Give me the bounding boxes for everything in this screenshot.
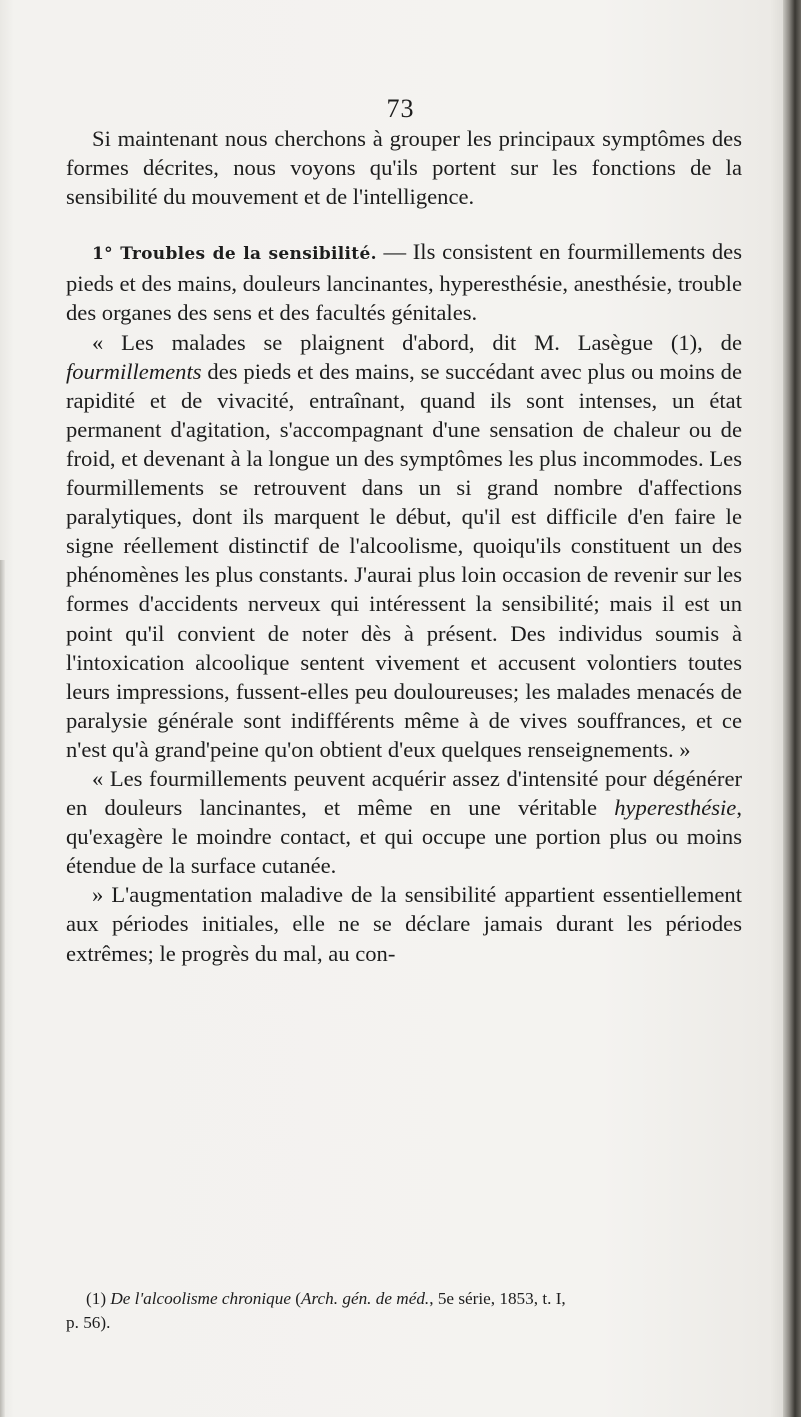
paragraph-intro: Si maintenant nous cherchons à grouper les principaux symptômes des formes décrites, nous voyons qu'ils portent sur les fonctions de la sensibilité du mouvement et de l'intelligence. [66, 126, 742, 210]
hyper-text-rest: , qu'exagère le moindre contact, et qui occupe une portion plus ou moins étendue de la surface cutanée. [66, 795, 742, 879]
hyper-text-start: « Les fourmillements peuvent acquérir assez d'intensité pour dégénérer en douleurs lancinantes, et même en une véritable [66, 765, 742, 821]
footnote-title: De l'alcoolisme chronique [110, 1289, 291, 1308]
section-body: — Ils consistent en fourmillements des pieds et des mains, douleurs lancinantes, hyperesthésie, anesthésie, trouble des organes des sens et des facultés génitales. [66, 239, 742, 326]
footnote-line-1 [86, 1287, 742, 1311]
paragraph-augmentation: » L'augmentation maladive de la sensibilité appartient essentiellement aux périodes initiales, elle ne se déclare jamais durant les périodes extrêmes; le progrès du mal, au con- [66, 882, 742, 966]
page-number: 73 [386, 94, 415, 123]
paragraph-hyperesthesie [66, 764, 742, 880]
book-spine-edge [783, 0, 801, 1417]
paragraph-quote-lasegue [66, 328, 742, 764]
footnote-details: , 5e série, 1853, t. I, [429, 1289, 566, 1308]
quote-text-start: « Les malades se plaignent d'abord, dit M. Lasègue (1), de [92, 329, 742, 355]
paragraph-section-1 [66, 237, 742, 327]
quote-text-rest: des pieds et des mains, se succédant avec plus ou moins de rapidité et de vivacité, entraînant, quand ils sont intenses, un état permanent d'agitation, s'accompagnant d'une sensation de chaleur ou de froid, et devenant à la longue un des symptômes les plus incommodes. Les fourmillements se retrouvent dans un si grand nombre d'affections paralytiques, dont ils marquent le début, qu'il est difficile d'en faire le signe réellement distinctif de l'alcoolisme, quoiqu'ils constituent un des phénomènes les plus constants. J'aurai plus loin occasion de revenir sur les formes d'accidents nerveux qui intéressent la sensibilité; mais il est un point qu'il convient de noter dès à présent. Des individus soumis à l'intoxication alcoolique sentent vivement et accusent volontiers toutes leurs impressions, fussent-elles peu douloureuses; les malades menacés de paralysie générale sont indifférents même à de vives souffrances, et ce n'est qu'à grand'peine qu'on obtient d'eux quelques renseignements. » [66, 358, 742, 762]
footnote-paren: ( [290, 1289, 301, 1308]
footnote-line-2: p. 56). [66, 1313, 111, 1332]
footnote-marker: (1) [86, 1289, 111, 1308]
footnote-journal: Arch. gén. de méd. [300, 1289, 430, 1308]
term-hyperesthesie: hyperesthésie [614, 795, 737, 821]
page-shadow-left [0, 560, 5, 1417]
body-text [66, 124, 742, 968]
section-gap [66, 211, 742, 237]
section-heading: 1° Troubles de la sensibilité. [92, 244, 377, 265]
footnote [66, 1287, 742, 1335]
term-fourmillements: fourmillements [66, 358, 202, 384]
